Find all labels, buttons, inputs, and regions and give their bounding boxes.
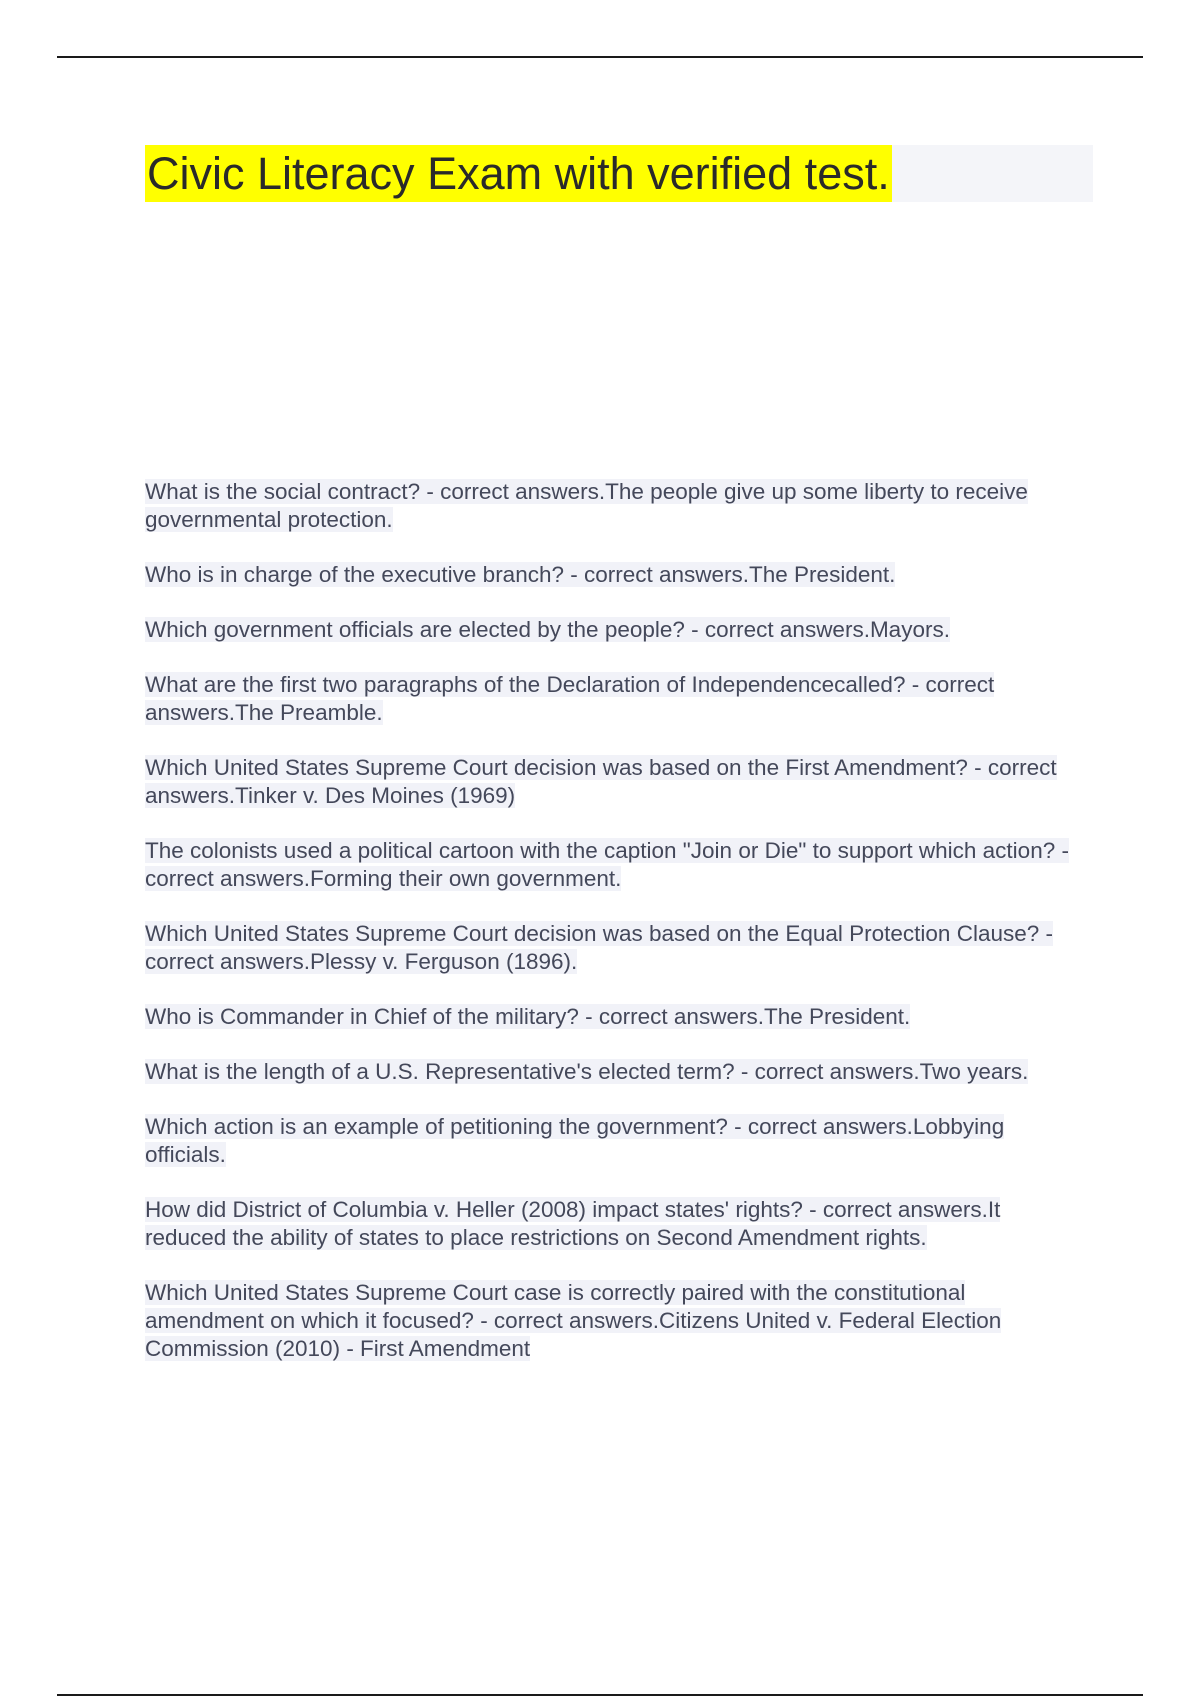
qa-item: [145, 671, 1085, 727]
qa-text: The colonists used a political cartoon with the caption "Join or Die" to support which action? - correct answers.Forming their own government.: [145, 838, 1069, 891]
qa-text: Who is in charge of the executive branch? - correct answers.The President.: [145, 562, 896, 587]
qa-text: Which United States Supreme Court decision was based on the First Amendment? - correct answers.Tinker v. Des Moines (1969): [145, 755, 1057, 808]
qa-item: [145, 1113, 1085, 1169]
qa-item: [145, 920, 1085, 976]
qa-text: Who is Commander in Chief of the military? - correct answers.The President.: [145, 1004, 911, 1029]
bottom-divider: [57, 1694, 1143, 1696]
qa-item: [145, 616, 1085, 644]
qa-text: What are the first two paragraphs of the Declaration of Independencecalled? - correct answers.The Preamble.: [145, 672, 995, 725]
qa-text: Which government officials are elected by the people? - correct answers.Mayors.: [145, 617, 950, 642]
qa-text: Which United States Supreme Court case is correctly paired with the constitutional amendment on which it focused? - correct answers.Citizens United v. Federal Election Commission (2010) - First Amendment: [145, 1280, 1002, 1361]
qa-item: [145, 478, 1085, 534]
qa-text: How did District of Columbia v. Heller (2008) impact states' rights? - correct answers.It reduced the ability of states to place restrictions on Second Amendment rights.: [145, 1197, 1001, 1250]
qa-item: [145, 1279, 1085, 1363]
qa-item: [145, 754, 1085, 810]
qa-text: Which United States Supreme Court decision was based on the Equal Protection Clause? - correct answers.Plessy v. Ferguson (1896).: [145, 921, 1053, 974]
qa-text: What is the social contract? - correct answers.The people give up some liberty to receive governmental protection.: [145, 479, 1028, 532]
qa-item: [145, 561, 1085, 589]
document-title: Civic Literacy Exam with verified test.: [145, 145, 892, 202]
top-divider: [57, 56, 1143, 58]
qa-text: What is the length of a U.S. Representative's elected term? - correct answers.Two years.: [145, 1059, 1029, 1084]
qa-item: [145, 1003, 1085, 1031]
qa-item: [145, 1058, 1085, 1086]
qa-text: Which action is an example of petitioning the government? - correct answers.Lobbying officials.: [145, 1114, 1005, 1167]
qa-item: [145, 1196, 1085, 1252]
qa-item: [145, 837, 1085, 893]
qa-list: [145, 478, 1085, 1390]
